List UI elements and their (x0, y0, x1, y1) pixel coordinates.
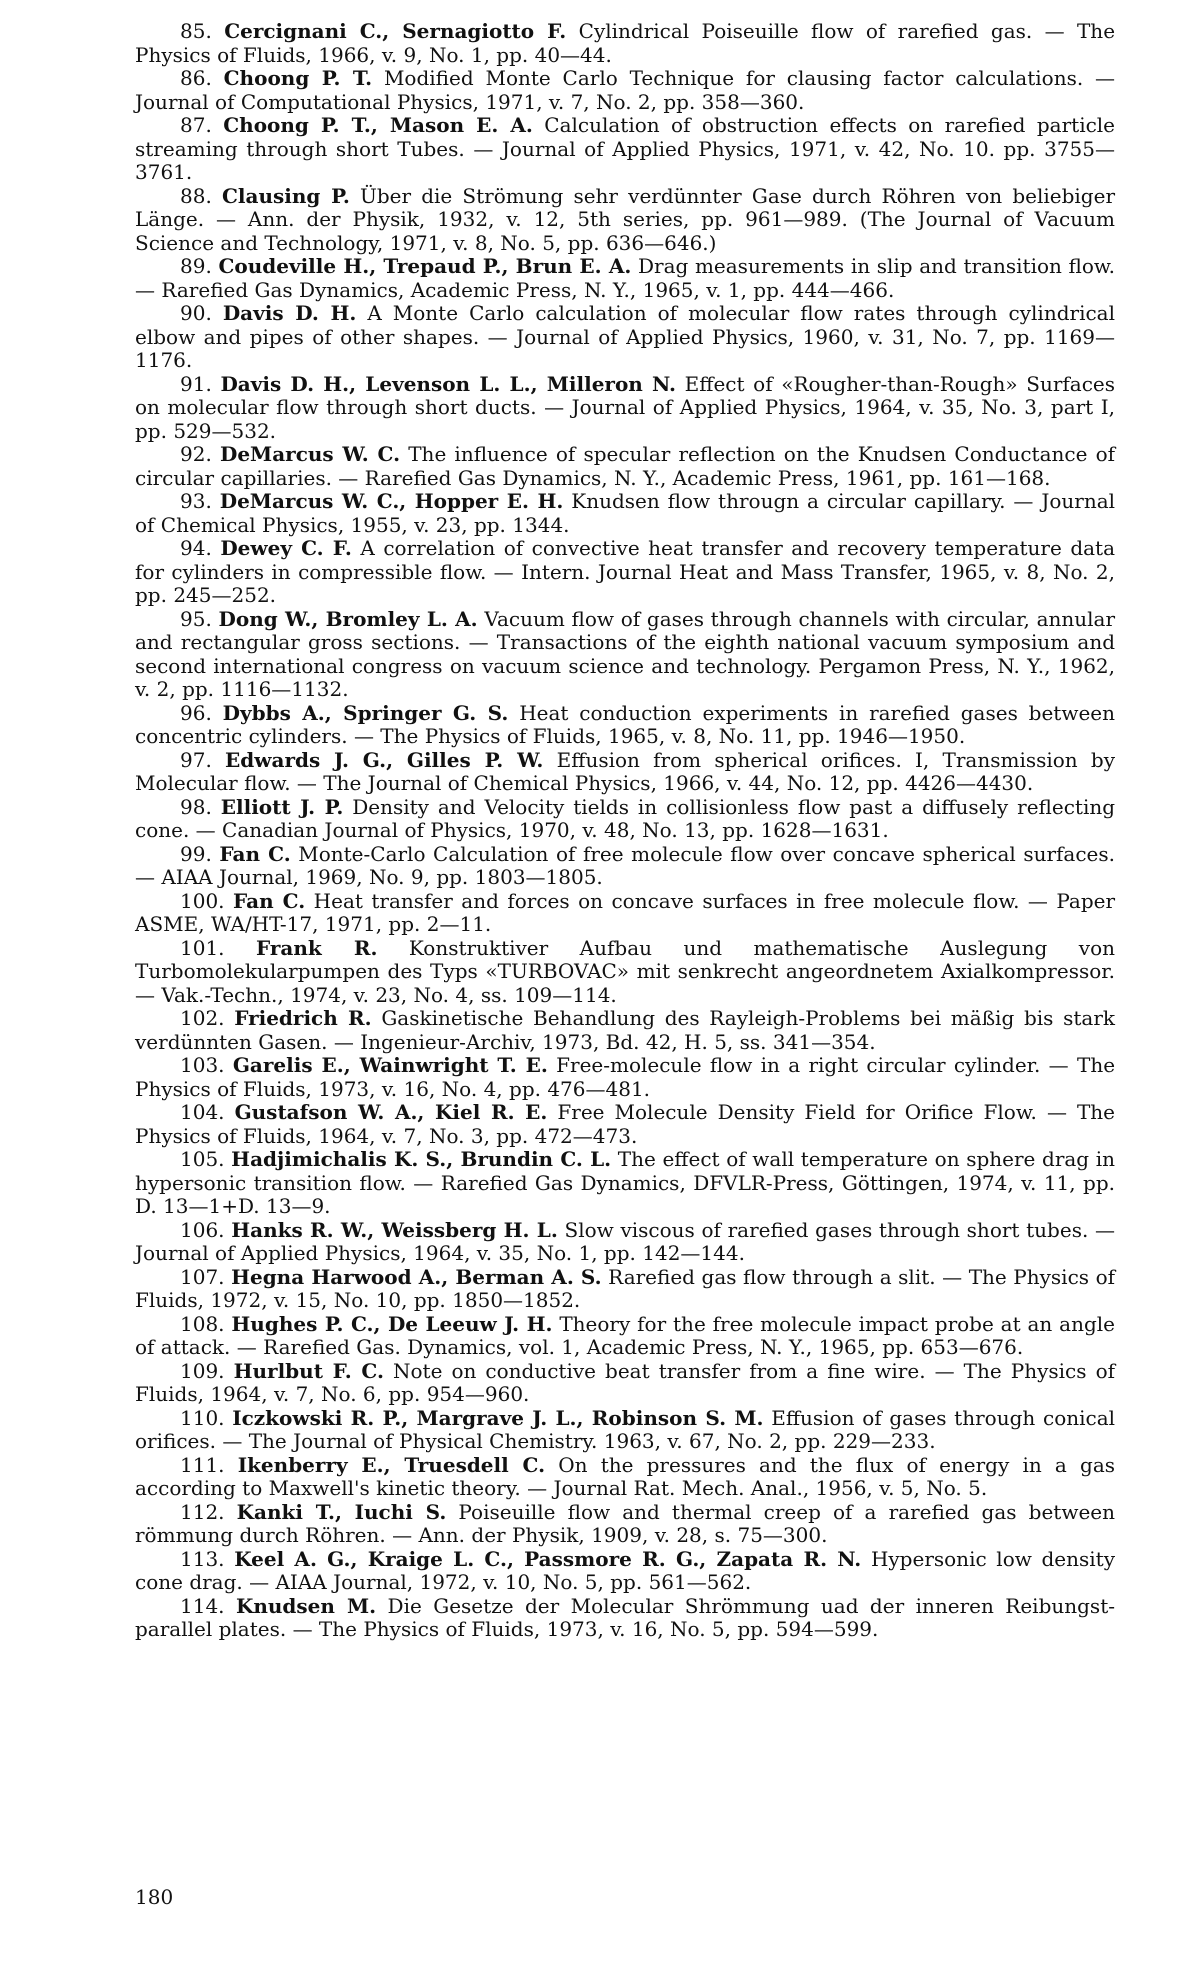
reference-number: 112. (180, 1499, 225, 1524)
reference-item (135, 1313, 1115, 1360)
reference-text: Effusion from spherical orifices. I, Transmission by Molecular flow. — The Journal of Chemical Physics, 1966, v. 44, No. 12, pp. 4426—4430. (135, 747, 1116, 795)
reference-item (135, 702, 1115, 749)
page-number: 180 (135, 1885, 174, 1909)
reference-item (135, 114, 1115, 185)
reference-authors: Friedrich R. (234, 1006, 372, 1030)
reference-authors: Davis D. H. (222, 301, 357, 325)
reference-item (135, 1054, 1115, 1101)
reference-item (135, 796, 1115, 843)
reference-item (135, 443, 1115, 490)
reference-item (135, 1595, 1115, 1642)
reference-item (135, 937, 1115, 1008)
reference-item (135, 1548, 1115, 1595)
reference-list (135, 20, 1115, 1642)
reference-number: 91. (180, 371, 212, 396)
reference-authors: Clausing P. (221, 183, 350, 208)
reference-number: 101. (180, 935, 225, 960)
reference-authors: Iczkowski R. P., Margrave J. L., Robinson S. M. (232, 1405, 764, 1430)
reference-authors: Edwards J. G., Gilles P. W. (225, 747, 544, 772)
reference-number: 92. (180, 442, 212, 466)
reference-text: Free-molecule flow in a right circular cylinder. — The Physics of Fluids, 1973, v. 16, No. 4, pp. 476—481. (135, 1053, 1116, 1101)
reference-text: Knudsen flow througn a circular capillary. — Journal of Chemical Physics, 1955, v. 23, pp. 1344. (135, 489, 1116, 537)
reference-text: Hypersonic low density cone drag. — AIAA Journal, 1972, v. 10, No. 5, pp. 561—562. (135, 1546, 1116, 1594)
reference-item (135, 1219, 1115, 1266)
reference-number: 90. (180, 301, 212, 325)
reference-authors: Davis D. H., Levenson L. L., Milleron N. (220, 371, 677, 396)
reference-text: Cylindrical Poiseuille flow of rarefied gas. — The Physics of Fluids, 1966, v. 9, No. 1, pp. 40—44. (135, 19, 1116, 67)
reference-authors: Hughes P. C., De Leeuw J. H. (231, 1311, 553, 1336)
reference-number: 114. (180, 1593, 225, 1618)
reference-text: Gaskinetische Behandlung des Rayleigh-Problems bei mäßig bis stark verdünnten Gasen. — Ingenieur-Archiv, 1973, Bd. 42, H. 5, ss. 341—354. (135, 1006, 1115, 1054)
reference-number: 107. (180, 1264, 225, 1289)
reference-text: Konstruktiver Aufbau und mathematische Auslegung von Turbomolekularpumpen des Typs «TURBOVAC» mit senkrecht angeordnetem Axialkompressor. — Vak.-Techn., 1974, v. 23, No. 4, ss. 109—114. (135, 935, 1115, 1007)
reference-number: 87. (180, 113, 212, 137)
reference-text: Poiseuille flow and thermal creep of a rarefied gas between römmung durch Röhren. — Ann. der Physik, 1909, v. 28, s. 75—300. (135, 1499, 1116, 1547)
reference-item (135, 1407, 1115, 1454)
reference-number: 98. (180, 794, 212, 819)
reference-text: Density and Velocity tields in collisionless flow past a diffusely reflecting cone. — Canadian Journal of Physics, 1970, v. 48, No. 13, pp. 1628—1631. (135, 794, 1116, 842)
reference-authors: Dybbs A., Springer G. S. (222, 700, 509, 725)
reference-text: Note on conductive beat transfer from a fine wire. — The Physics of Fluids, 1964, v. 7, No. 6, pp. 954—960. (135, 1358, 1116, 1406)
reference-text: A correlation of convective heat transfer and recovery temperature data for cylinders in compressible flow. — Intern. Journal Heat and Mass Transfer, 1965, v. 8, No. 2, pp. 245—252. (135, 536, 1116, 607)
reference-authors: Frank R. (256, 935, 378, 960)
reference-number: 86. (180, 66, 212, 90)
reference-item (135, 373, 1115, 444)
reference-text: A Monte Carlo calculation of molecular flow rates through cylindrical elbow and pipes of other shapes. — Journal of Applied Physics, 1960, v. 31, No. 7, pp. 1169—1176. (135, 301, 1115, 372)
reference-item (135, 490, 1115, 537)
reference-number: 110. (180, 1405, 225, 1430)
reference-number: 109. (180, 1358, 225, 1383)
reference-text: Monte-Carlo Calculation of free molecule flow over concave spherical surfaces. — AIAA Journal, 1969, No. 9, pp. 1803—1805. (135, 841, 1116, 889)
reference-item (135, 890, 1115, 937)
reference-authors: Hadjimichalis K. S., Brundin C. L. (231, 1147, 612, 1171)
reference-text: Slow viscous of rarefied gases through short tubes. — Journal of Applied Physics, 1964, v. 35, No. 1, pp. 142—144. (135, 1217, 1115, 1265)
reference-authors: Kanki T., Iuchi S. (236, 1499, 447, 1524)
reference-item (135, 1454, 1115, 1501)
reference-text: Über die Strömung sehr verdünnter Gase durch Röhren von beliebiger Länge. — Ann. der Physik, 1932, v. 12, 5th series, pp. 961—989. (The Journal of Vacuum Science and Technology, 1971, v. 8, No. 5, pp. 636—646.) (135, 183, 1116, 255)
reference-text: Modified Monte Carlo Technique for clausing factor calculations. — Journal of Computational Physics, 1971, v. 7, No. 2, pp. 358—360. (135, 66, 1116, 114)
reference-number: 97. (180, 747, 212, 772)
reference-number: 108. (180, 1311, 225, 1336)
reference-item (135, 1501, 1115, 1548)
reference-number: 104. (180, 1100, 225, 1124)
reference-authors: Dewey C. F. (220, 536, 352, 560)
reference-authors: Fan C. (233, 888, 306, 913)
reference-text: Heat conduction experiments in rarefied gases between concentric cylinders. — The Physics of Fluids, 1965, v. 8, No. 11, pp. 1946—1950. (135, 700, 1116, 748)
reference-text: Effect of «Rougher-than-Rough» Surfaces on molecular flow through short ducts. — Journal of Applied Physics, 1964, v. 35, No. 3, part I, pp. 529—532. (135, 371, 1116, 443)
reference-item (135, 749, 1115, 796)
reference-number: 106. (180, 1217, 225, 1242)
reference-text: Die Gesetze der Molecular Shrömmung uad der inneren Reibungst-parallel plates. — The Physics of Fluids, 1973, v. 16, No. 5, pp. 594—599. (135, 1593, 1115, 1641)
reference-text: Free Molecule Density Field for Orifice Flow. — The Physics of Fluids, 1964, v. 7, No. 3, pp. 472—473. (135, 1100, 1116, 1148)
reference-authors: DeMarcus W. C. (219, 442, 401, 466)
reference-number: 88. (180, 183, 212, 208)
reference-authors: Elliott J. P. (220, 794, 344, 819)
reference-authors: Gustafson W. A., Kiel R. E. (234, 1100, 548, 1124)
reference-item (135, 608, 1115, 702)
reference-item (135, 1266, 1115, 1313)
reference-item (135, 537, 1115, 608)
reference-text: Rarefied gas flow through a slit. — The Physics of Fluids, 1972, v. 15, No. 10, pp. 1850—1852. (135, 1264, 1116, 1312)
reference-item (135, 20, 1115, 67)
reference-authors: Hegna Harwood A., Berman A. S. (231, 1264, 602, 1289)
reference-authors: Choong P. T., Mason E. A. (223, 113, 533, 137)
reference-number: 99. (180, 841, 212, 866)
reference-number: 95. (180, 606, 212, 631)
reference-item (135, 1148, 1115, 1219)
reference-authors: Knudsen M. (235, 1593, 377, 1618)
reference-text: Effusion of gases through conical orifices. — The Journal of Physical Chemistry. 1963, v. 67, No. 2, pp. 229—233. (135, 1405, 1116, 1453)
reference-item (135, 302, 1115, 373)
reference-item (135, 1007, 1115, 1054)
reference-authors: Keel A. G., Kraige L. C., Passmore R. G., Zapata R. N. (234, 1546, 862, 1571)
reference-authors: Garelis E., Wainwright T. E. (232, 1053, 548, 1077)
reference-number: 105. (180, 1147, 225, 1171)
reference-authors: Dong W., Bromley L. A. (218, 606, 478, 631)
reference-item (135, 67, 1115, 114)
reference-item (135, 843, 1115, 890)
reference-authors: Choong P. T. (223, 66, 373, 90)
reference-text: Theory for the free molecule impact probe at an angle of attack. — Rarefied Gas. Dynamics, vol. 1, Academic Press, N. Y., 1965, pp. 653—676. (135, 1311, 1116, 1359)
reference-text: Calculation of obstruction effects on rarefied particle streaming through short Tubes. — Journal of Applied Physics, 1971, v. 42, No. 10. pp. 3755—3761. (135, 113, 1116, 184)
reference-authors: DeMarcus W. C., Hopper E. H. (219, 489, 564, 513)
reference-text: Heat transfer and forces on concave surfaces in free molecule flow. — Paper ASME, WA/HT-17, 1971, pp. 2—11. (135, 888, 1116, 936)
reference-number: 100. (180, 888, 225, 913)
reference-text: The effect of wall temperature on sphere drag in hypersonic transition flow. — Rarefied Gas Dynamics, DFVLR-Press, Göttingen, 1974, v. 11, pp. D. 13—1+D. 13—9. (135, 1147, 1116, 1218)
reference-number: 89. (180, 254, 212, 278)
reference-number: 93. (180, 489, 212, 513)
reference-authors: Coudeville H., Trepaud P., Brun E. A. (218, 254, 632, 278)
reference-text: Vacuum flow of gases through channels with circular, annular and rectangular gross sections. — Transactions of the eighth national vacuum symposium and second international congress on vacuum science and technology. Pergamon Press, N. Y., 1962, v. 2, pp. 1116—1132. (135, 606, 1116, 701)
reference-text: On the pressures and the flux of energy in a gas according to Maxwell's kinetic theory. — Journal Rat. Mech. Anal., 1956, v. 5, No. 5. (135, 1452, 1116, 1500)
reference-item (135, 1101, 1115, 1148)
reference-number: 103. (180, 1053, 225, 1077)
reference-item (135, 185, 1115, 256)
reference-number: 94. (180, 536, 212, 560)
reference-text: Drag measurements in slip and transition flow. — Rarefied Gas Dynamics, Academic Press, N. Y., 1965, v. 1, pp. 444—466. (135, 254, 1115, 302)
reference-authors: Hanks R. W., Weissberg H. L. (231, 1217, 558, 1242)
reference-authors: Hurlbut F. C. (233, 1358, 384, 1383)
reference-number: 111. (180, 1452, 225, 1477)
reference-number: 102. (180, 1006, 225, 1030)
reference-number: 96. (180, 700, 212, 725)
reference-authors: Ikenberry E., Truesdell C. (237, 1452, 546, 1477)
reference-number: 85. (180, 19, 212, 43)
reference-authors: Fan C. (219, 841, 291, 866)
reference-authors: Cercignani C., Sernagiotto F. (224, 19, 567, 43)
reference-item (135, 1360, 1115, 1407)
reference-number: 113. (180, 1546, 225, 1571)
reference-item (135, 255, 1115, 302)
reference-text: The influence of specular reflection on the Knudsen Conductance of circular capillaries. — Rarefied Gas Dynamics, N. Y., Academic Press, 1961, pp. 161—168. (135, 442, 1116, 490)
